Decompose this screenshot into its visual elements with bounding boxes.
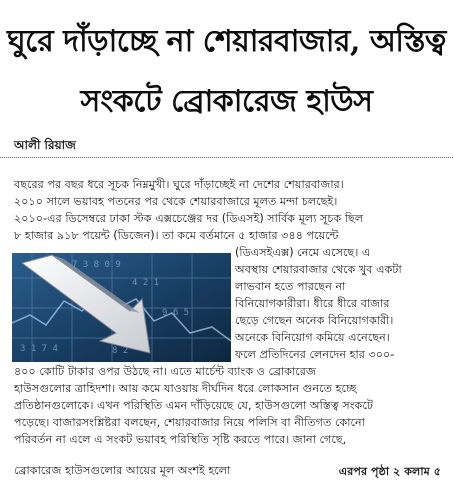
body-line-1: বছরের পর বছর ধরে সূচক নিম্নমুখী। ঘুরে দাঁড়াচ্ছেই না দেশের শেয়ারবাজার। [14, 178, 344, 191]
headline-line-2: সংকটে ব্রোকারেজ হাউস [80, 84, 373, 119]
body-line-5: ৪০০ কোটি টাকার ওপর উঠছে না। এতে মার্চেন্ট ব্যাংক ও ব্রোকারেজ [14, 365, 316, 378]
body-line-3: ২০১০-এর ডিসেম্বরে ঢাকা স্টক এক্সচেঞ্জের দর (ডিএসই) সার্বিক মূল্য সূচক ছিল [14, 212, 364, 225]
svg-text:4 2 1: 4 2 1 [132, 278, 160, 288]
stock-decline-photo [12, 253, 231, 362]
headline-line-1: ঘুরে দাঁড়াচ্ছে না শেয়ারবাজার, অস্তিত্ব [7, 24, 446, 59]
body-line-2: ২০১০ সালে ভয়াবহ পতনের পর থেকে শেয়ারবাজারে মূলত মন্দা চলছেই। [14, 195, 338, 208]
body-line-7: প্রতিষ্ঠানগুলোকে। এখন পরিস্থিতি এমন দাঁড়িয়েছে যে, হাউসগুলো অস্তিত্ব সংকটে [14, 399, 373, 412]
body-wrap-line-7: ফলে প্রতিদিনের লেনদেন হার ৩০০- [235, 348, 395, 361]
continuation-jump: এরপর পৃষ্ঠা ২ কলাম ৫ [338, 465, 441, 478]
body-wrap-line-5: ছেড়ে গেছেন অনেক বিনিয়োগকারী। [235, 314, 394, 327]
svg-text:8 2: 8 2 [112, 346, 129, 356]
body-line-4: ৮ হাজার ৯১৮ পয়েন্ট (ডিজেন)। তা কমে বর্তমানে ৫ হাজার ৩৪৪ পয়েন্টে [14, 229, 339, 242]
byline-divider [0, 157, 453, 158]
body-wrap-line-1: (ডিএসইএক্স) নেমে এসেছে। এ [235, 246, 371, 259]
svg-text:7 3 8 0 9: 7 3 8 0 9 [72, 260, 121, 270]
body-wrap-line-2: অবস্থায় শেয়ারবাজার থেকে খুব একটা [235, 263, 402, 276]
svg-text:3 1 7 4: 3 1 7 4 [20, 344, 58, 354]
body-line-8: পড়েছে। বাজারসংশ্লিষ্টরা বলছেন, শেয়ারবাজার নিয়ে পলিসি বা নীতিগত কোনো [14, 416, 365, 429]
body-line-9: পরিবর্তন না এলে এ সংকট ভয়াবহ পরিস্থিতি সৃষ্টি করতে পারে। জানা গেছে, [14, 433, 347, 446]
svg-text:9 6 5: 9 6 5 [162, 308, 190, 318]
body-wrap-line-3: লাভবান হতে পারছেন না [235, 280, 346, 293]
body-line-10: ব্রোকারেজ হাউসগুলোর আয়ের মূল অংশই হলো [14, 464, 231, 477]
byline: আলী রিয়াজ [14, 138, 76, 152]
body-wrap-line-4: বিনিয়োগকারীরা। ধীরে ধীরে বাজার [235, 297, 390, 310]
body-line-6: হাউসগুলোর ত্রাহিদশা। আয় কমে যাওয়ায় দীর্ঘদিন ধরে লোকসান গুনতে হচ্ছে [14, 382, 357, 395]
body-wrap-line-6: অনেকে বিনিয়োগ কমিয়ে এনেছেন। [235, 331, 390, 344]
